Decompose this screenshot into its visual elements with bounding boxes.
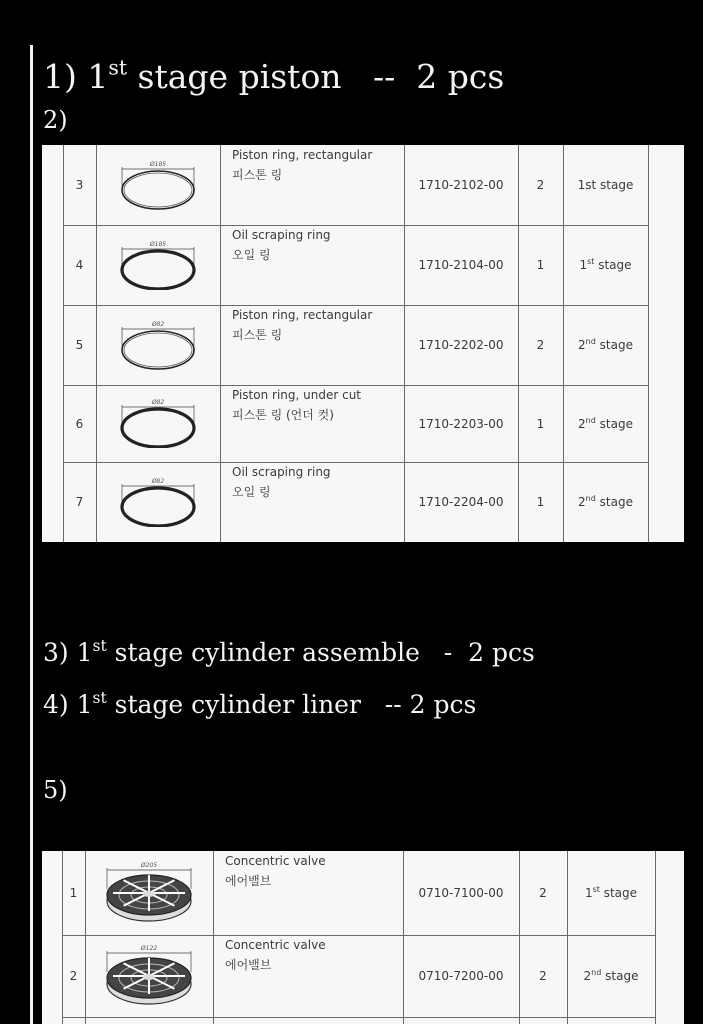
part-image-cell bbox=[85, 851, 213, 935]
quantity: 2 bbox=[536, 338, 545, 352]
part-number-cell bbox=[404, 305, 518, 385]
heading-cylinder-assemble: 3) 1st stage cylinder assemble - 2 pcs bbox=[43, 636, 535, 667]
item-number: 5 bbox=[75, 338, 84, 352]
item-no-cell bbox=[63, 225, 96, 305]
stage-label: 2nd stage bbox=[578, 415, 633, 431]
description-cell bbox=[220, 385, 404, 462]
part-number: 1710-2204-00 bbox=[418, 495, 504, 509]
description-cell bbox=[220, 462, 404, 542]
part-number: 1710-2102-00 bbox=[418, 178, 504, 192]
ring-drawing-icon: Ø185 bbox=[117, 241, 199, 290]
part-name-ko: 피스톤 링 (언더 컷) bbox=[232, 408, 334, 422]
valve-drawing-icon: Ø205 bbox=[99, 862, 199, 925]
stage-cell bbox=[563, 225, 648, 305]
ring-drawing-icon: Ø82 bbox=[117, 478, 199, 527]
heading-cylinder-liner: 4) 1st stage cylinder liner -- 2 pcs bbox=[43, 688, 477, 719]
item-number: 4 bbox=[75, 258, 84, 272]
quantity-cell bbox=[518, 225, 563, 305]
description-cell bbox=[220, 145, 404, 225]
valve-drawing-icon: Ø122 bbox=[99, 945, 199, 1008]
item-no-cell bbox=[63, 462, 96, 542]
part-number: 0710-7100-00 bbox=[418, 886, 504, 900]
stage-cell bbox=[563, 385, 648, 462]
quantity-cell bbox=[518, 145, 563, 225]
item-number: 2 bbox=[69, 969, 78, 983]
part-number: 1710-2202-00 bbox=[418, 338, 504, 352]
quantity-cell bbox=[519, 935, 567, 1017]
heading-5: 5) bbox=[43, 776, 68, 804]
item-number: 1 bbox=[69, 886, 78, 900]
stage-label: 1st stage bbox=[577, 178, 634, 192]
item-no-cell bbox=[63, 305, 96, 385]
quantity: 1 bbox=[536, 258, 545, 272]
part-name-en: Piston ring, rectangular bbox=[232, 148, 373, 162]
quantity: 2 bbox=[539, 969, 547, 983]
stage-cell bbox=[563, 305, 648, 385]
item-no-cell bbox=[62, 935, 85, 1017]
item-number: 6 bbox=[75, 416, 84, 431]
stage-cell bbox=[567, 851, 655, 935]
part-number-cell bbox=[404, 385, 518, 462]
quantity: 2 bbox=[539, 886, 547, 900]
quantity: 2 bbox=[536, 178, 545, 192]
stage-label: 1st stage bbox=[579, 257, 632, 272]
part-name-ko: 에어밸브 bbox=[225, 874, 272, 888]
description-cell bbox=[220, 305, 404, 385]
item-number: 7 bbox=[75, 495, 84, 509]
part-name-ko: 에어밸브 bbox=[225, 958, 272, 972]
part-name-en: Oil scraping ring bbox=[232, 465, 331, 479]
stage-label: 1st stage bbox=[584, 885, 638, 900]
heading-2: 2) bbox=[43, 106, 68, 134]
quantity-cell bbox=[519, 851, 567, 935]
stage-cell bbox=[567, 935, 655, 1017]
ring-drawing-icon: Ø82 bbox=[117, 321, 199, 370]
stage-label: 2nd stage bbox=[583, 968, 639, 983]
part-name-ko: 피스톤 링 bbox=[232, 328, 283, 342]
ring-drawing-icon: Ø82 bbox=[117, 399, 199, 448]
item-no-cell bbox=[62, 851, 85, 935]
item-no-cell bbox=[63, 385, 96, 462]
part-number-cell bbox=[403, 851, 519, 935]
part-name-ko: 피스톤 링 bbox=[232, 168, 283, 182]
valve-table bbox=[42, 851, 684, 1024]
stage-label: 2nd stage bbox=[578, 337, 633, 352]
quantity-cell bbox=[518, 385, 563, 462]
part-name-en: Concentric valve bbox=[225, 938, 326, 952]
item-number: 3 bbox=[75, 178, 84, 192]
part-number: 1710-2104-00 bbox=[418, 258, 504, 272]
part-number-cell bbox=[403, 935, 519, 1017]
part-number-cell bbox=[404, 462, 518, 542]
part-number-cell bbox=[404, 225, 518, 305]
left-margin-line bbox=[30, 45, 33, 1024]
part-name-en: Piston ring, rectangular bbox=[232, 308, 373, 322]
piston-ring-table bbox=[42, 145, 684, 542]
description-cell bbox=[220, 225, 404, 305]
part-name-en: Oil scraping ring bbox=[232, 228, 331, 242]
heading-1st-stage-piston: 1) 1st stage piston -- 2 pcs bbox=[43, 55, 505, 96]
quantity: 1 bbox=[536, 495, 545, 509]
quantity-cell bbox=[518, 462, 563, 542]
stage-label: 2nd stage bbox=[578, 494, 633, 509]
stage-cell bbox=[563, 145, 648, 225]
quantity-cell bbox=[518, 305, 563, 385]
part-name-ko: 오일 링 bbox=[232, 485, 271, 499]
part-image-cell bbox=[96, 462, 220, 542]
quantity: 1 bbox=[536, 416, 545, 431]
part-name-en: Piston ring, under cut bbox=[232, 388, 362, 402]
part-name-en: Concentric valve bbox=[225, 854, 326, 868]
part-image-cell bbox=[96, 385, 220, 462]
part-image-cell bbox=[96, 225, 220, 305]
part-image-cell bbox=[85, 935, 213, 1017]
description-cell bbox=[213, 851, 403, 935]
stage-cell bbox=[563, 462, 648, 542]
part-number-cell bbox=[404, 145, 518, 225]
part-image-cell bbox=[96, 305, 220, 385]
part-image-cell bbox=[96, 145, 220, 225]
part-number: 0710-7200-00 bbox=[418, 969, 504, 983]
ring-drawing-icon: Ø185 bbox=[117, 161, 199, 210]
part-name-ko: 오일 링 bbox=[232, 248, 271, 262]
item-no-cell bbox=[63, 145, 96, 225]
description-cell bbox=[213, 935, 403, 1017]
part-number: 1710-2203-00 bbox=[418, 416, 504, 431]
